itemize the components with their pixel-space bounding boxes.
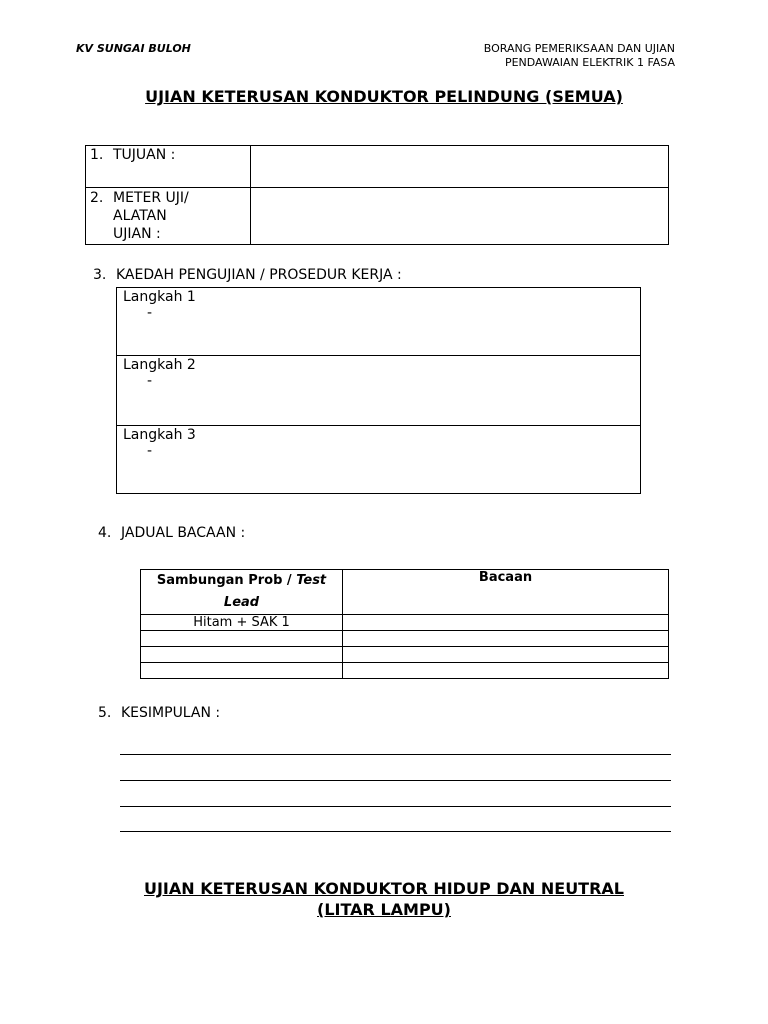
readings-number: 4.	[98, 525, 112, 541]
equipment-label-line2: ALATAN	[113, 208, 167, 224]
reading-header: Bacaan	[343, 570, 669, 615]
step-2-label: Langkah 2	[123, 357, 196, 373]
conclusion-line-2[interactable]	[120, 780, 671, 781]
connection-cell[interactable]: Hitam + SAK 1	[141, 615, 343, 631]
connection-header	[141, 570, 343, 615]
equipment-label-line3: UJIAN :	[113, 226, 161, 242]
connection-cell[interactable]	[141, 631, 343, 647]
conclusion-number: 5.	[98, 705, 112, 721]
step-1-bullet: -	[147, 305, 153, 321]
purpose-equipment-table	[85, 145, 669, 245]
procedure-label: KAEDAH PENGUJIAN / PROSEDUR KERJA :	[116, 267, 402, 283]
page-title: UJIAN KETERUSAN KONDUKTOR PELINDUNG (SEMUA)	[145, 87, 623, 106]
step-1-cell[interactable]	[117, 288, 641, 356]
procedure-heading	[93, 267, 402, 283]
step-1-label: Langkah 1	[123, 289, 196, 305]
reading-cell[interactable]	[343, 631, 669, 647]
procedure-table	[116, 287, 641, 494]
conclusion-label: KESIMPULAN :	[121, 705, 221, 721]
conclusion-heading	[98, 705, 220, 721]
school-name: KV SUNGAI BULOH	[76, 42, 191, 55]
reading-cell[interactable]	[343, 663, 669, 679]
reading-cell[interactable]	[343, 615, 669, 631]
readings-table	[140, 569, 669, 679]
step-2-bullet: -	[147, 373, 153, 389]
reading-cell[interactable]	[343, 647, 669, 663]
purpose-label: TUJUAN :	[113, 147, 176, 163]
purpose-label-cell	[86, 146, 251, 188]
equipment-label-line1: METER UJI/	[113, 190, 189, 206]
connection-cell[interactable]	[141, 663, 343, 679]
form-title	[484, 42, 675, 70]
section-title-2	[0, 878, 768, 920]
connection-cell[interactable]	[141, 647, 343, 663]
equipment-input-cell[interactable]	[251, 188, 669, 245]
section-title-2-line2: (LITAR LAMPU)	[317, 900, 451, 919]
form-title-line2: PENDAWAIAN ELEKTRIK 1 FASA	[504, 56, 675, 69]
connection-header-text: Sambungan Prob /	[156, 573, 297, 588]
step-3-bullet: -	[147, 443, 153, 459]
equipment-number: 2.	[90, 190, 104, 206]
connection-header-italic: Test Lead	[223, 573, 327, 610]
form-title-line1: BORANG PEMERIKSAAN DAN UJIAN	[483, 42, 675, 55]
step-3-cell[interactable]	[117, 426, 641, 494]
equipment-label-cell	[86, 188, 251, 245]
step-3-label: Langkah 3	[123, 427, 196, 443]
purpose-number: 1.	[90, 147, 104, 163]
conclusion-line-1[interactable]	[120, 754, 671, 755]
readings-label: JADUAL BACAAN :	[121, 525, 246, 541]
conclusion-line-3[interactable]	[120, 806, 671, 807]
section-title-2-line1: UJIAN KETERUSAN KONDUKTOR HIDUP DAN NEUTRAL	[143, 879, 624, 898]
step-2-cell[interactable]	[117, 356, 641, 426]
purpose-input-cell[interactable]	[251, 146, 669, 188]
conclusion-line-4[interactable]	[120, 831, 671, 832]
readings-heading	[98, 525, 245, 541]
procedure-number: 3.	[93, 267, 107, 283]
